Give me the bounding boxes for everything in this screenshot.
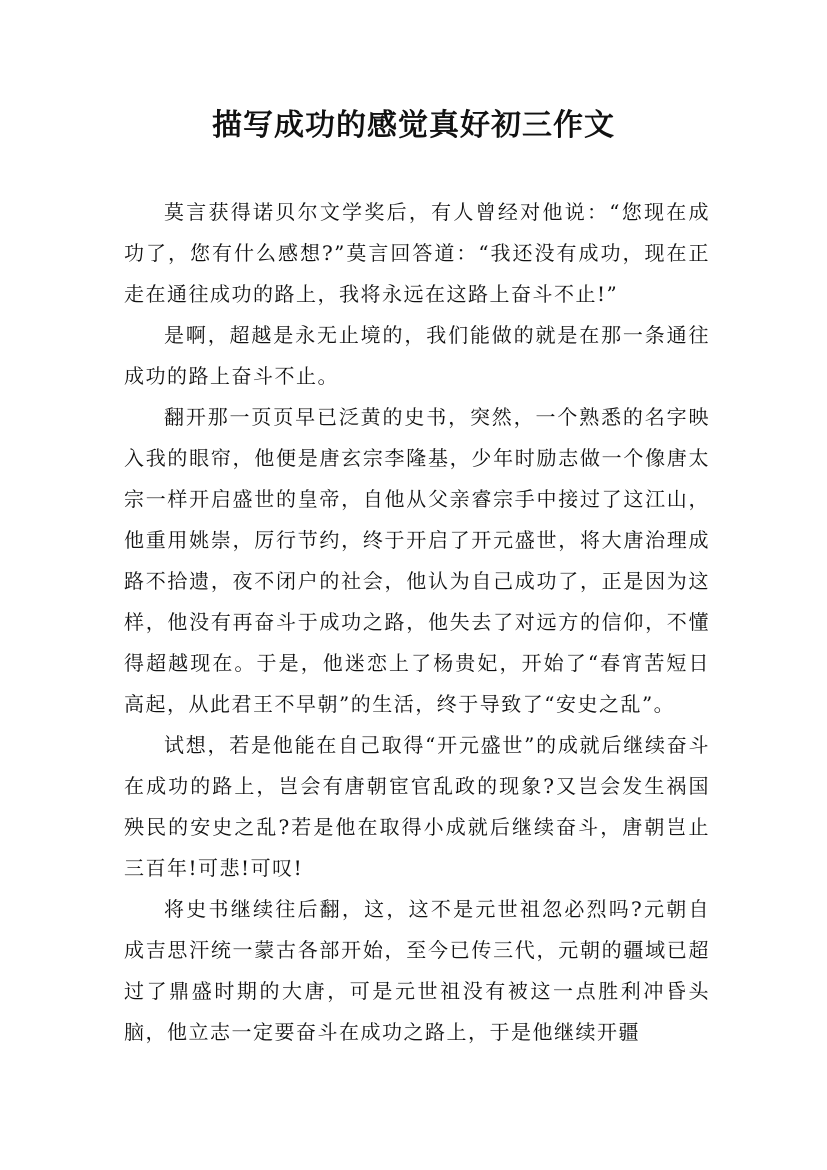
paragraph: 将史书继续往后翻，这，这不是元世祖忽必烈吗?元朝自成吉思汗统一蒙古各部开始，至今已传三代，元朝的疆域已超过了鼎盛时期的大唐，可是元世祖没有被这一点胜利冲昏头脑，他立志一定要奋斗在成功之路上，于是他继续开疆 [124, 897, 710, 1044]
document-title: 描写成功的感觉真好初三作文 [212, 108, 615, 143]
paragraph: 试想，若是他能在自己取得“开元盛世”的成就后继续奋斗在成功的路上，岂会有唐朝宦官乱政的现象?又岂会发生祸国殃民的安史之乱?若是他在取得小成就后继续奋斗，唐朝岂止三百年!可悲!可叹! [124, 733, 710, 880]
paragraph: 莫言获得诺贝尔文学奖后，有人曾经对他说：“您现在成功了，您有什么感想?”莫言回答道：“我还没有成功，现在正走在通往成功的路上，我将永远在这路上奋斗不止!” [124, 200, 710, 306]
paragraph: 是啊，超越是永无止境的，我们能做的就是在那一条通往成功的路上奋斗不止。 [124, 323, 710, 388]
paragraph: 翻开那一页页早已泛黄的史书，突然，一个熟悉的名字映入我的眼帘，他便是唐玄宗李隆基，少年时励志做一个像唐太宗一样开启盛世的皇帝，自他从父亲睿宗手中接过了这江山，他重用姚崇，厉行节约，终于开启了开元盛世，将大唐治理成路不拾遗，夜不闭户的社会，他认为自己成功了，正是因为这样，他没有再奋斗于成功之路，他失去了对远方的信仰，不懂得超越现在。于是，他迷恋上了杨贵妃，开始了“春宵苦短日高起，从此君王不早朝”的生活，终于导致了“安史之乱”。 [124, 405, 710, 716]
document-body [124, 192, 710, 1053]
